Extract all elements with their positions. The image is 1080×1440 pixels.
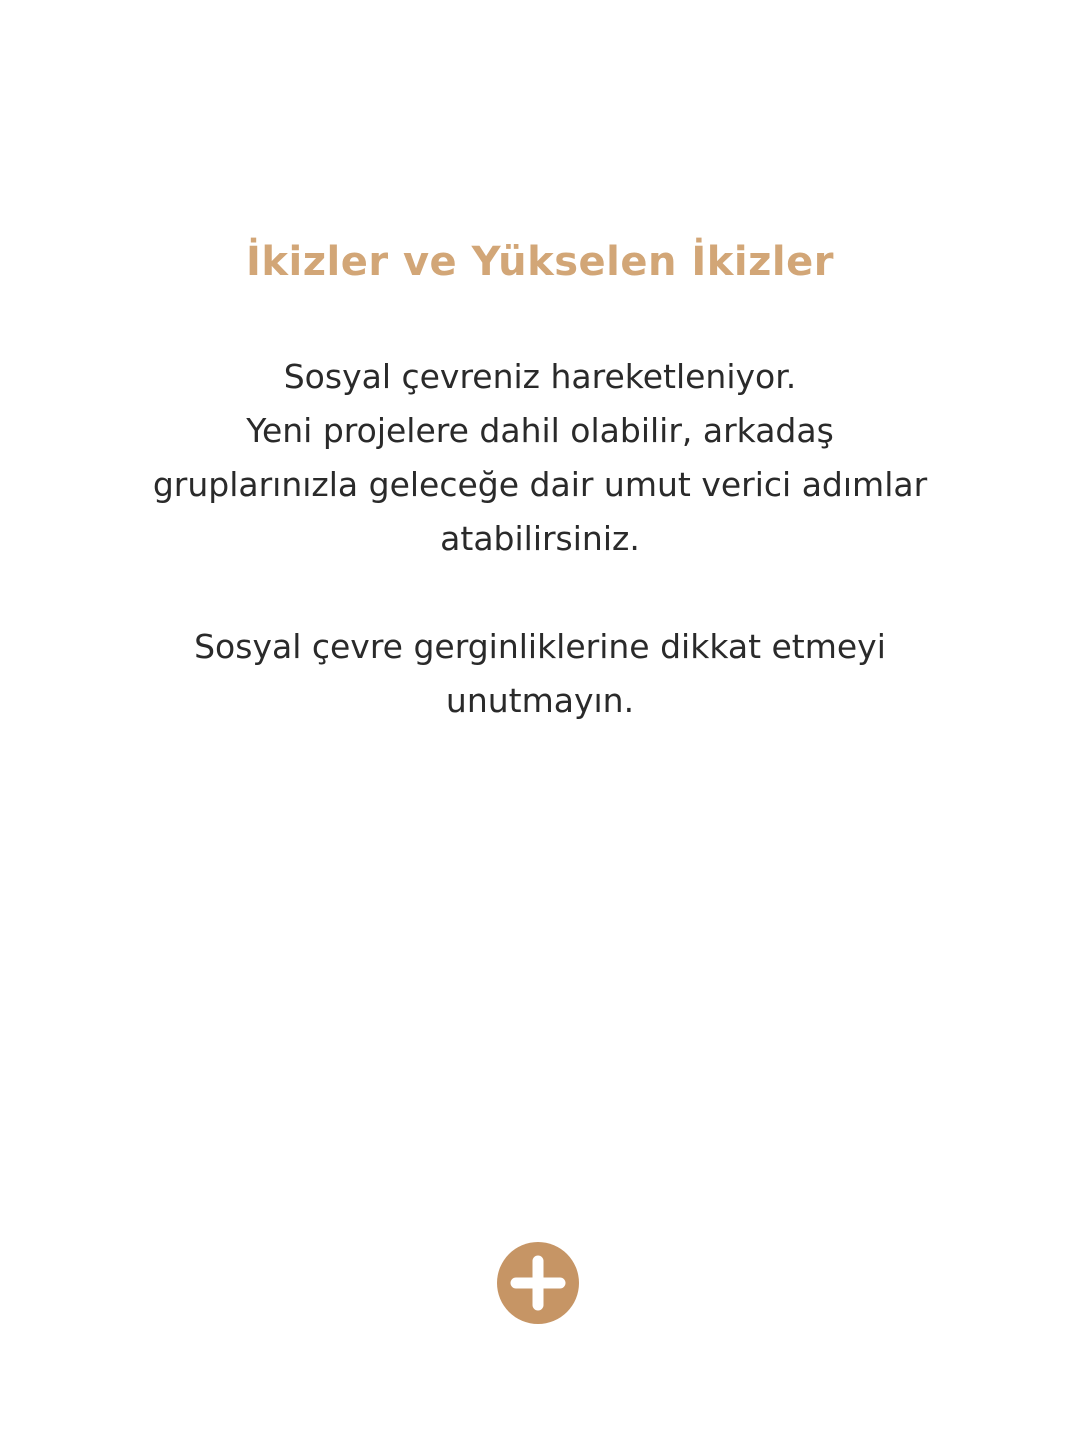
paragraph-line: unutmayın. <box>445 681 635 720</box>
plus-button[interactable] <box>497 1242 579 1324</box>
horoscope-paragraph-1 <box>90 350 990 566</box>
page-title: İkizler ve Yükselen İkizler <box>246 239 834 285</box>
plus-icon <box>497 1242 579 1324</box>
paragraph-line: Yeni projelere dahil olabilir, arkadaş <box>246 411 834 450</box>
paragraph-line: atabilirsiniz. <box>440 519 640 558</box>
paragraph-line: Sosyal çevre gerginliklerine dikkat etmeyi <box>194 627 886 666</box>
paragraph-line: Sosyal çevreniz hareketleniyor. <box>283 357 797 396</box>
horoscope-paragraph-2 <box>90 620 990 728</box>
paragraph-line: gruplarınızla geleceğe dair umut verici adımlar <box>152 465 928 504</box>
